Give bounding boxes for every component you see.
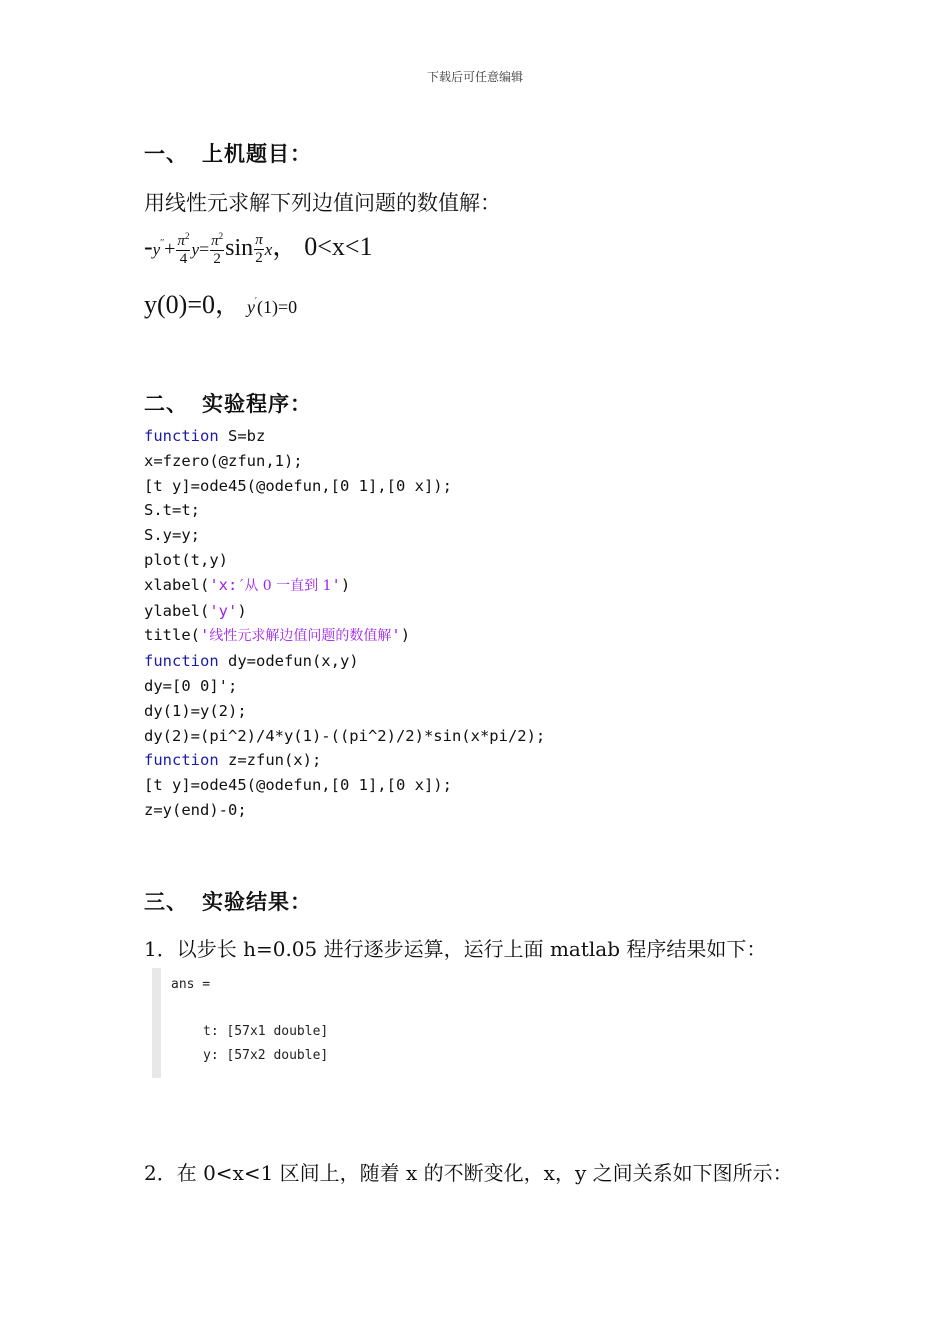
code-line: ylabel('y') (144, 601, 247, 620)
code-line: dy(2)=(pi^2)/4*y(1)-((pi^2)/2)*sin(x*pi/2); (144, 726, 546, 745)
matlab-code-block (144, 424, 545, 823)
eq-y2: y (191, 240, 199, 259)
code-line: plot(t,y) (144, 550, 228, 569)
bc-arg: (1) (256, 297, 278, 317)
eq-comma: ， (272, 232, 299, 261)
section-3-heading (144, 886, 312, 916)
code-line: title('线性元求解边值问题的数值解') (144, 626, 411, 645)
bc-y: y (246, 297, 255, 317)
bc-left: y(0)=0， (144, 290, 241, 319)
matlab-output-screenshot (152, 968, 423, 1078)
frac-pi-over-2: $\frac{\pi}{2}$ (255, 231, 263, 266)
frac-pi-sq-over-2: $\frac{\pi^2}{2}$ (211, 230, 224, 267)
frac-pi-sq-over-4: $\frac{\pi^2}{4}$ (177, 230, 190, 267)
minus-sign: - (144, 232, 153, 261)
page-header: 下载后可任意编辑 (426, 70, 523, 84)
result-item-1: 1．以步长 h=0.05 进行逐步运算，运行上面 matlab 程序结果如下： (144, 937, 767, 961)
code-line: x=fzero(@zfun,1); (144, 451, 303, 470)
code-line: function z=zfun(x); (144, 751, 322, 770)
code-line: [t y]=ode45(@odefun,[0 1],[0 x]); (144, 476, 452, 495)
code-line: S.t=t; (144, 501, 200, 520)
section-3-number: 三、 (144, 889, 188, 914)
eq-plus: + (164, 238, 176, 260)
code-line: function dy=odefun(x,y) (144, 652, 359, 671)
eq-range: 0<x<1 (304, 232, 373, 261)
section-2-number: 二、 (144, 391, 188, 416)
code-line: [t y]=ode45(@odefun,[0 1],[0 x]); (144, 776, 452, 795)
bc-prime: ′ (254, 295, 257, 306)
console-t-field: t: [57x1 double] (203, 1024, 329, 1039)
bc-rhs: =0 (277, 297, 298, 317)
problem-statement: 用线性元求解下列边值问题的数值解： (144, 191, 501, 215)
code-line: z=y(end)-0; (144, 800, 247, 819)
differential-equation (144, 226, 373, 267)
console-y-field: y: [57x2 double] (203, 1048, 329, 1063)
section-2-heading (144, 388, 312, 418)
section-1-number: 一、 (144, 141, 188, 166)
eq-x: x (264, 240, 273, 259)
section-1-heading (144, 138, 312, 168)
eq-sin: sin (225, 235, 254, 261)
result-item-2: 2．在 0<x<1 区间上，随着 x 的不断变化，x，y 之间关系如下图所示： (144, 1161, 793, 1185)
code-line: S.y=y; (144, 526, 200, 545)
section-2-title: 实验程序： (202, 391, 312, 416)
code-line: function S=bz (144, 427, 266, 445)
code-line: xlabel('x:´从 0 一直到 1') (144, 575, 351, 594)
section-3-title: 实验结果： (202, 889, 312, 914)
console-ans: ans = (171, 977, 211, 992)
section-1-title: 上机题目： (202, 141, 312, 166)
boundary-conditions (144, 284, 297, 321)
code-line: dy(1)=y(2); (144, 701, 247, 720)
eq-equals: = (199, 239, 210, 259)
eq-y: y (152, 240, 161, 259)
eq-primes: ′′ (160, 237, 165, 248)
code-line: dy=[0 0]'; (144, 676, 238, 695)
